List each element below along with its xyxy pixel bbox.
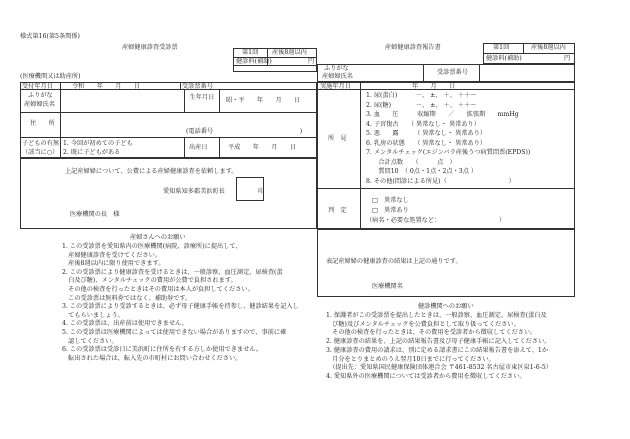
left-furigana: ふりがな xyxy=(28,92,53,99)
birth-value[interactable]: 昭・平 年 月 日 xyxy=(226,97,301,104)
left-notice-line: その他の検査を行ったときはその費用は本人が負担してください。 xyxy=(62,285,254,293)
right-notice-list xyxy=(326,312,552,382)
left-ticket-no-label: 受診票番号 xyxy=(182,83,213,90)
institution-address: 医療機関の長 様 xyxy=(70,211,120,218)
request-statement: 上記産婦婦について、公費による産婦健康診査を依頼します。 xyxy=(65,168,238,175)
finding-uterus[interactable]: 4. 子宮復古 （ 異常なし・ 異常あり） xyxy=(366,120,480,128)
left-name-label: 産婦婦氏名 xyxy=(24,101,55,108)
left-notice-line: 3. この受診票により受診するときは、必ず母子健康手帳を持参し、健診結果を記入し xyxy=(62,303,299,311)
left-fee-yen: 円 xyxy=(308,58,315,65)
right-notice-line: 2. 健康診査の結果を、上記の結果報告書及び母子健康手帳に記入してください。 xyxy=(326,338,551,346)
right-fee-label: 健診料(補助) xyxy=(486,55,522,62)
finding-blood-pressure[interactable]: 3. 血 圧 収縮期 ／ 拡張期 mmHg xyxy=(366,111,519,118)
left-fee-label: 健診料(補助) xyxy=(236,58,272,65)
right-title: 産婦健康診査報告書 xyxy=(385,44,441,51)
receipt-date-label: 受付年月日 xyxy=(22,83,53,90)
judgment-normal-checkbox[interactable]: □ 異常なし xyxy=(372,197,409,204)
left-med-inst-label: (医療機関又は助産所) xyxy=(20,73,81,80)
result-statement: 表記産婦婦の健康診査の結果は上記の通りです。 xyxy=(326,258,462,265)
right-notice-line: 月分をとりまとめのうえ翌月10日までに行ってください。 xyxy=(326,355,495,363)
exam-date-label: 実施年月日 xyxy=(320,83,351,90)
judgment-label: 判 定 xyxy=(328,207,347,214)
left-notice-line: 転出された場合は、転入先の市町村にお問い合わせください。 xyxy=(62,354,242,362)
seal-mark: 印 xyxy=(258,188,265,195)
delivery-value[interactable]: 平成 年 月 日 xyxy=(228,144,297,151)
right-furigana: ふりがな xyxy=(324,65,349,72)
mayor-name: 愛知県知多郡美浜町長 xyxy=(163,188,225,195)
right-week-label: 産後8週以内 xyxy=(531,44,566,51)
address-label: 住 所 xyxy=(30,120,55,127)
left-notice-line: 1. この受診票を愛知県内の医療機関(病院、診療所)に提出して、 xyxy=(62,243,242,250)
right-notice-line: 3. 健康診査の費用の請求は、別に定める請求書にこの結果報告書を添えて、1か xyxy=(326,346,549,354)
exam-date[interactable]: 年 月 日 xyxy=(412,83,456,90)
phone-field[interactable]: (電話番号 ) xyxy=(186,128,303,135)
child-option-2[interactable]: 2. 既に子どもがある xyxy=(63,149,121,156)
right-ticket-no-label: 受診票番号 xyxy=(437,69,468,76)
right-num-label: 第1回 xyxy=(493,44,510,51)
left-notice-list xyxy=(62,243,299,363)
finding-question-10[interactable]: 質問10 （ 0点・1点・2点・3点 ） xyxy=(366,168,478,175)
right-notice-line: 1. 保護者がこの受診票を提出したときは、一般診察、血圧測定、尿検査(蛋白及 xyxy=(326,312,547,319)
left-notice-title: 産婦さんへのお願い xyxy=(130,234,186,241)
left-notice-line: この受診票は無料券ではなく、補助券です。 xyxy=(62,294,192,302)
finding-other[interactable]: 8. その他(問診による所見)（ ） xyxy=(366,177,515,185)
judgment-abnormal-checkbox[interactable]: □ 異常あり xyxy=(372,207,409,214)
right-notice-line: その他の検査を行ったときは、その費用を受診者から徴収してください。 xyxy=(326,329,537,337)
right-notice-line: （提出先：愛知県国民健康保険団体連合会 〒461-8532 名古屋市東区泉1-6-5） xyxy=(326,364,552,372)
finding-breast[interactable]: 6. 乳房の状態 （ 異常なし・ 異常あり） xyxy=(366,139,487,147)
child-option-1[interactable]: 1. 今回が初めての子ども xyxy=(63,140,133,147)
right-fee-yen: 円 xyxy=(564,55,571,62)
finding-urine-protein[interactable]: 1. 尿(蛋白) －、 ±、 ＋、 ＋＋～ xyxy=(366,92,477,99)
findings-list xyxy=(366,91,530,186)
right-notice-title: 健診機関へのお願い xyxy=(418,303,474,310)
left-week-label: 産後8週以内 xyxy=(272,49,307,56)
finding-urine-sugar[interactable]: 2. 尿(糖) －、 ±、 ＋、 ＋＋～ xyxy=(366,101,477,109)
left-notice-line: 2. この受診票により健康診査を受けるときは、一般診察、血圧測定、尿検査(蛋 xyxy=(62,268,283,276)
left-notice-line: 5. この受診票は医療機関によっては使用できない場合がありますので、事前に確 xyxy=(62,328,287,336)
receipt-date[interactable]: 令和 年 月 日 xyxy=(72,83,141,90)
left-notice-line: てもらいましょう。 xyxy=(62,311,124,319)
child-label: 子どもの有無（該当に○） xyxy=(22,140,60,156)
delivery-label: 出産日 xyxy=(189,144,208,151)
finding-total-score[interactable]: 合計点数 （ 点 ） xyxy=(366,158,456,166)
right-notice-line: び糖)及びメンタルチェックを公費負担として取り扱ってください。 xyxy=(326,320,520,328)
left-notice-line: 6. この受診票は受診日に美浜町に住所を有する方しか使用できません。 xyxy=(62,346,263,354)
finding-mental-check: 7. メンタルチェック(エジンバラ産後うつ病質問票(EPDS)) xyxy=(366,149,531,156)
left-num-label: 第1回 xyxy=(242,49,259,56)
birth-label: 生年月日 xyxy=(189,94,215,101)
institution-name-label: 医療機関名 xyxy=(372,283,403,290)
right-name-label: 産婦婦氏名 xyxy=(322,73,353,80)
left-notice-line: 認してください。 xyxy=(62,337,118,345)
finding-lochia[interactable]: 5. 悪 露 （ 異常なし・ 異常あり） xyxy=(366,130,487,137)
judgment-note[interactable]: （病名・必要な処置など： ） xyxy=(366,217,506,224)
left-notice-line: 産後8週以内に限り使用できます。 xyxy=(62,260,165,268)
right-notice-line: 4. 愛知県外の医療機関については受診者から費用を徴収してください。 xyxy=(326,372,526,380)
left-notice-line: 4. この受診票は、出産前は使用できません。 xyxy=(62,320,188,328)
left-title: 産婦健康診査受診票 xyxy=(122,44,178,51)
left-notice-line: 白及び糖)、メンタルチェックの費用が公費で負担されます。 xyxy=(62,277,237,285)
findings-label: 所 見 xyxy=(328,135,347,142)
form-number: 様式第16(第5条関係) xyxy=(20,33,80,40)
left-notice-line: 産婦健康診査を受けてください。 xyxy=(62,251,161,259)
